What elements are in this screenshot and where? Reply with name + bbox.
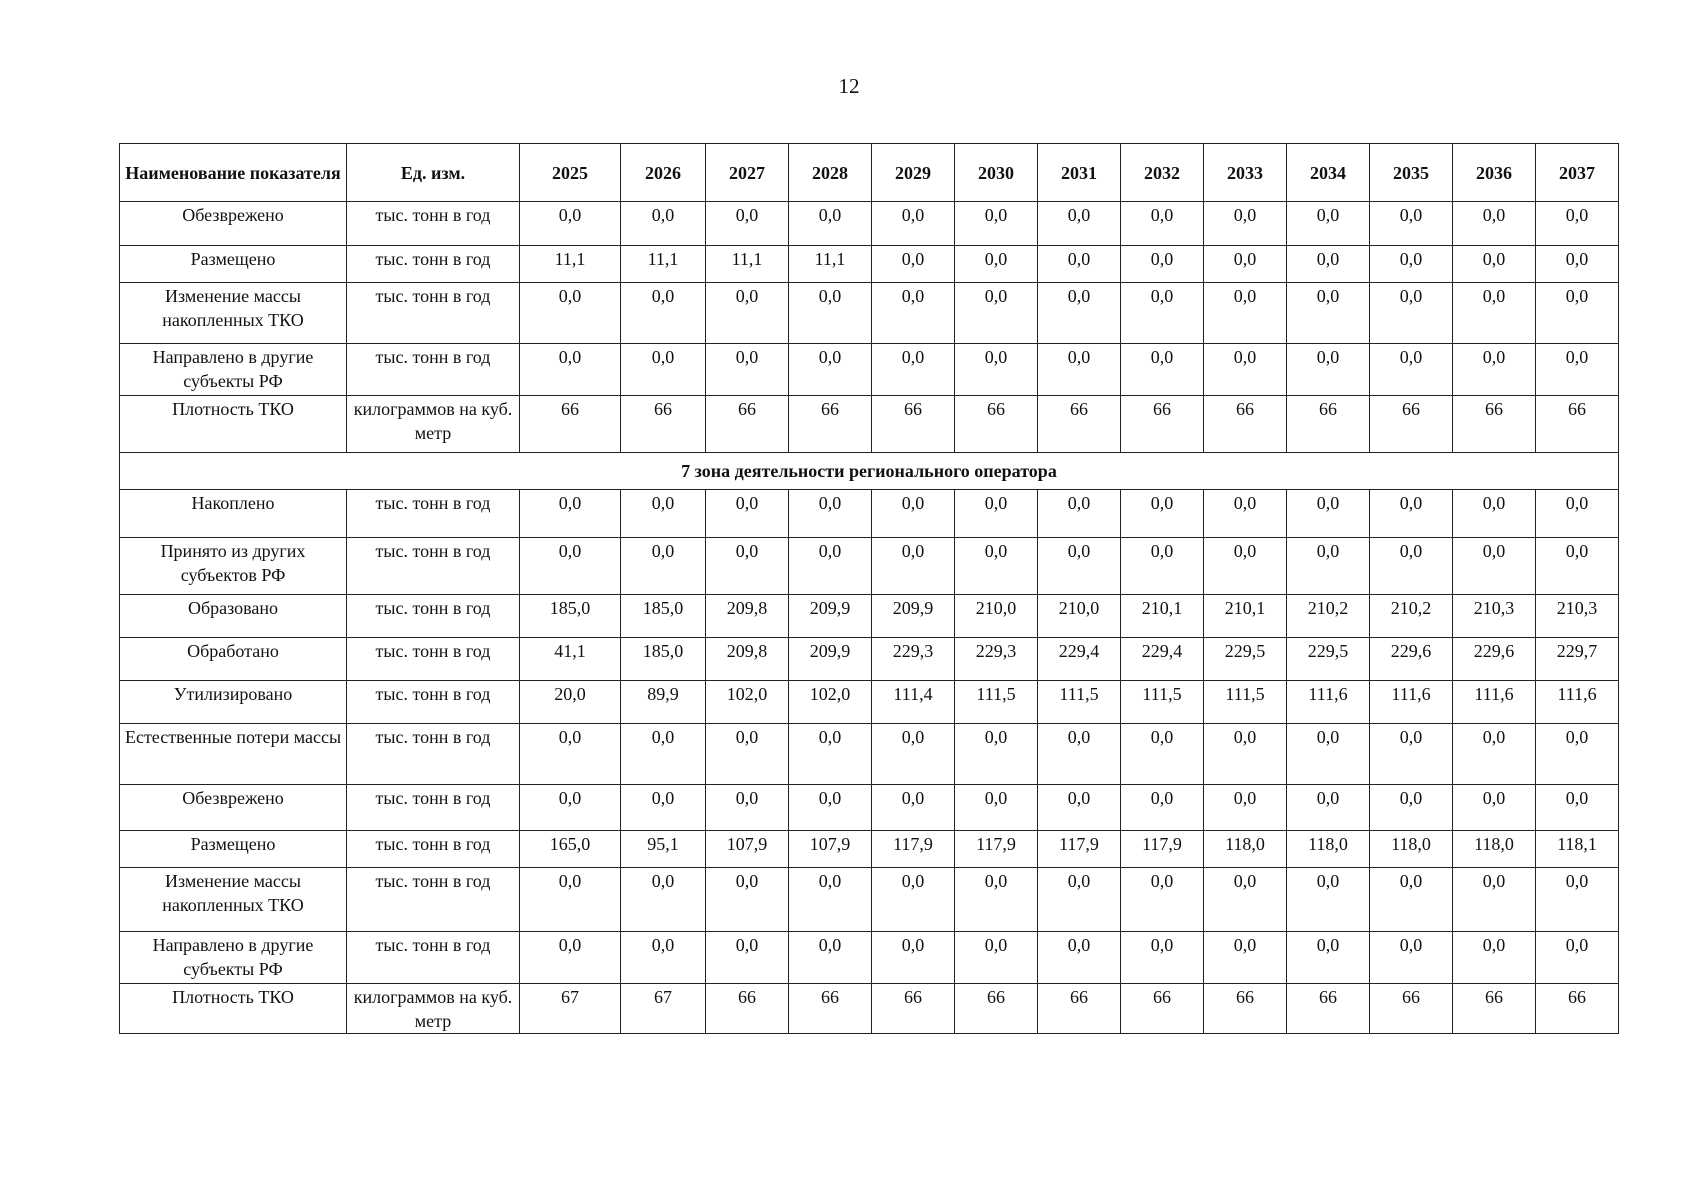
value-cell: 0,0 bbox=[1038, 932, 1121, 984]
value-cell: 0,0 bbox=[1453, 283, 1536, 344]
indicator-name-cell: Естественные потери массы bbox=[120, 724, 347, 785]
value-cell: 111,5 bbox=[1121, 681, 1204, 724]
value-cell: 0,0 bbox=[1204, 246, 1287, 283]
table-row bbox=[120, 538, 1619, 595]
value-cell: 66 bbox=[1204, 984, 1287, 1034]
value-cell: 0,0 bbox=[1287, 932, 1370, 984]
value-cell: 0,0 bbox=[1453, 724, 1536, 785]
value-cell: 0,0 bbox=[1453, 490, 1536, 538]
value-cell: 0,0 bbox=[1038, 868, 1121, 932]
value-cell: 210,1 bbox=[1204, 595, 1287, 638]
value-cell: 0,0 bbox=[872, 538, 955, 595]
value-cell: 95,1 bbox=[621, 831, 706, 868]
header-year-2033: 2033 bbox=[1204, 144, 1287, 202]
value-cell: 66 bbox=[706, 984, 789, 1034]
value-cell: 0,0 bbox=[1370, 344, 1453, 396]
value-cell: 67 bbox=[520, 984, 621, 1034]
value-cell: 229,6 bbox=[1370, 638, 1453, 681]
value-cell: 0,0 bbox=[1453, 202, 1536, 246]
value-cell: 229,3 bbox=[872, 638, 955, 681]
value-cell: 0,0 bbox=[1204, 932, 1287, 984]
value-cell: 67 bbox=[621, 984, 706, 1034]
value-cell: 185,0 bbox=[621, 595, 706, 638]
value-cell: 229,6 bbox=[1453, 638, 1536, 681]
indicator-table bbox=[119, 143, 1619, 1034]
value-cell: 66 bbox=[1287, 396, 1370, 453]
value-cell: 11,1 bbox=[789, 246, 872, 283]
table-row bbox=[120, 246, 1619, 283]
value-cell: 0,0 bbox=[1536, 283, 1619, 344]
value-cell: 0,0 bbox=[1370, 283, 1453, 344]
value-cell: 0,0 bbox=[1370, 785, 1453, 831]
value-cell: 111,6 bbox=[1453, 681, 1536, 724]
value-cell: 111,4 bbox=[872, 681, 955, 724]
value-cell: 0,0 bbox=[1204, 785, 1287, 831]
indicator-name-cell: Накоплено bbox=[120, 490, 347, 538]
value-cell: 165,0 bbox=[520, 831, 621, 868]
value-cell: 0,0 bbox=[1453, 538, 1536, 595]
value-cell: 0,0 bbox=[706, 283, 789, 344]
value-cell: 0,0 bbox=[706, 785, 789, 831]
value-cell: 118,1 bbox=[1536, 831, 1619, 868]
value-cell: 0,0 bbox=[1287, 202, 1370, 246]
value-cell: 0,0 bbox=[1038, 202, 1121, 246]
value-cell: 0,0 bbox=[955, 868, 1038, 932]
value-cell: 0,0 bbox=[955, 490, 1038, 538]
value-cell: 111,6 bbox=[1370, 681, 1453, 724]
value-cell: 66 bbox=[789, 984, 872, 1034]
value-cell: 0,0 bbox=[955, 283, 1038, 344]
value-cell: 0,0 bbox=[706, 538, 789, 595]
value-cell: 0,0 bbox=[789, 724, 872, 785]
header-year-2031: 2031 bbox=[1038, 144, 1121, 202]
indicator-name-cell: Направлено в другие субъекты РФ bbox=[120, 932, 347, 984]
unit-cell: килограммов на куб. метр bbox=[347, 984, 520, 1034]
value-cell: 66 bbox=[1287, 984, 1370, 1034]
value-cell: 0,0 bbox=[789, 538, 872, 595]
value-cell: 0,0 bbox=[1038, 785, 1121, 831]
value-cell: 0,0 bbox=[872, 246, 955, 283]
value-cell: 0,0 bbox=[1536, 785, 1619, 831]
unit-cell: тыс. тонн в год bbox=[347, 638, 520, 681]
value-cell: 0,0 bbox=[520, 490, 621, 538]
indicator-name-cell: Образовано bbox=[120, 595, 347, 638]
value-cell: 0,0 bbox=[1453, 344, 1536, 396]
value-cell: 11,1 bbox=[621, 246, 706, 283]
value-cell: 229,5 bbox=[1287, 638, 1370, 681]
value-cell: 209,9 bbox=[872, 595, 955, 638]
value-cell: 0,0 bbox=[706, 932, 789, 984]
value-cell: 0,0 bbox=[872, 724, 955, 785]
value-cell: 0,0 bbox=[789, 785, 872, 831]
table-row bbox=[120, 831, 1619, 868]
value-cell: 0,0 bbox=[1536, 932, 1619, 984]
indicator-name-cell: Обезврежено bbox=[120, 202, 347, 246]
value-cell: 111,6 bbox=[1536, 681, 1619, 724]
value-cell: 0,0 bbox=[1121, 490, 1204, 538]
value-cell: 0,0 bbox=[1204, 283, 1287, 344]
value-cell: 0,0 bbox=[1204, 868, 1287, 932]
value-cell: 102,0 bbox=[706, 681, 789, 724]
value-cell: 0,0 bbox=[1536, 538, 1619, 595]
table-row bbox=[120, 490, 1619, 538]
value-cell: 41,1 bbox=[520, 638, 621, 681]
value-cell: 0,0 bbox=[1370, 202, 1453, 246]
table-row bbox=[120, 868, 1619, 932]
value-cell: 0,0 bbox=[621, 283, 706, 344]
value-cell: 229,4 bbox=[1038, 638, 1121, 681]
value-cell: 0,0 bbox=[1038, 344, 1121, 396]
value-cell: 66 bbox=[1453, 984, 1536, 1034]
value-cell: 66 bbox=[1536, 396, 1619, 453]
value-cell: 0,0 bbox=[789, 344, 872, 396]
indicator-name-cell: Принято из других субъектов РФ bbox=[120, 538, 347, 595]
header-year-2025: 2025 bbox=[520, 144, 621, 202]
value-cell: 0,0 bbox=[1536, 344, 1619, 396]
value-cell: 107,9 bbox=[706, 831, 789, 868]
table-row bbox=[120, 638, 1619, 681]
unit-cell: тыс. тонн в год bbox=[347, 868, 520, 932]
value-cell: 0,0 bbox=[520, 538, 621, 595]
indicator-name-cell: Плотность ТКО bbox=[120, 984, 347, 1034]
value-cell: 117,9 bbox=[1038, 831, 1121, 868]
value-cell: 0,0 bbox=[520, 344, 621, 396]
value-cell: 0,0 bbox=[520, 202, 621, 246]
value-cell: 210,3 bbox=[1536, 595, 1619, 638]
value-cell: 0,0 bbox=[1121, 202, 1204, 246]
value-cell: 66 bbox=[1121, 396, 1204, 453]
value-cell: 0,0 bbox=[872, 202, 955, 246]
value-cell: 0,0 bbox=[1287, 724, 1370, 785]
header-year-2036: 2036 bbox=[1453, 144, 1536, 202]
indicator-name-cell: Плотность ТКО bbox=[120, 396, 347, 453]
indicator-name-cell: Размещено bbox=[120, 246, 347, 283]
value-cell: 0,0 bbox=[1121, 344, 1204, 396]
value-cell: 0,0 bbox=[872, 785, 955, 831]
unit-cell: тыс. тонн в год bbox=[347, 831, 520, 868]
unit-cell: тыс. тонн в год bbox=[347, 724, 520, 785]
value-cell: 0,0 bbox=[872, 283, 955, 344]
unit-cell: тыс. тонн в год bbox=[347, 490, 520, 538]
value-cell: 210,0 bbox=[955, 595, 1038, 638]
value-cell: 0,0 bbox=[955, 246, 1038, 283]
unit-cell: тыс. тонн в год bbox=[347, 932, 520, 984]
value-cell: 117,9 bbox=[872, 831, 955, 868]
value-cell: 111,6 bbox=[1287, 681, 1370, 724]
value-cell: 66 bbox=[872, 984, 955, 1034]
value-cell: 0,0 bbox=[955, 344, 1038, 396]
value-cell: 118,0 bbox=[1204, 831, 1287, 868]
value-cell: 0,0 bbox=[1453, 932, 1536, 984]
header-year-2030: 2030 bbox=[955, 144, 1038, 202]
header-indicator-name: Наименование показателя bbox=[120, 144, 347, 202]
table-row bbox=[120, 724, 1619, 785]
unit-cell: тыс. тонн в год bbox=[347, 681, 520, 724]
value-cell: 0,0 bbox=[1370, 868, 1453, 932]
value-cell: 0,0 bbox=[1038, 490, 1121, 538]
value-cell: 118,0 bbox=[1453, 831, 1536, 868]
value-cell: 0,0 bbox=[955, 724, 1038, 785]
value-cell: 0,0 bbox=[706, 202, 789, 246]
value-cell: 0,0 bbox=[621, 724, 706, 785]
table-row bbox=[120, 785, 1619, 831]
value-cell: 209,8 bbox=[706, 638, 789, 681]
value-cell: 0,0 bbox=[621, 490, 706, 538]
value-cell: 0,0 bbox=[1536, 868, 1619, 932]
value-cell: 66 bbox=[621, 396, 706, 453]
value-cell: 185,0 bbox=[520, 595, 621, 638]
indicator-name-cell: Обезврежено bbox=[120, 785, 347, 831]
value-cell: 102,0 bbox=[789, 681, 872, 724]
table-row bbox=[120, 595, 1619, 638]
unit-cell: тыс. тонн в год bbox=[347, 246, 520, 283]
value-cell: 0,0 bbox=[1370, 538, 1453, 595]
value-cell: 66 bbox=[1204, 396, 1287, 453]
table-row bbox=[120, 202, 1619, 246]
page-number: 12 bbox=[838, 74, 860, 98]
value-cell: 66 bbox=[872, 396, 955, 453]
unit-cell: тыс. тонн в год bbox=[347, 785, 520, 831]
value-cell: 66 bbox=[955, 984, 1038, 1034]
value-cell: 11,1 bbox=[520, 246, 621, 283]
header-year-2027: 2027 bbox=[706, 144, 789, 202]
value-cell: 66 bbox=[706, 396, 789, 453]
value-cell: 11,1 bbox=[706, 246, 789, 283]
value-cell: 118,0 bbox=[1370, 831, 1453, 868]
value-cell: 0,0 bbox=[621, 868, 706, 932]
table-header-row bbox=[120, 144, 1619, 202]
value-cell: 0,0 bbox=[1038, 538, 1121, 595]
value-cell: 0,0 bbox=[789, 932, 872, 984]
value-cell: 0,0 bbox=[520, 868, 621, 932]
value-cell: 66 bbox=[1038, 396, 1121, 453]
value-cell: 0,0 bbox=[872, 932, 955, 984]
value-cell: 0,0 bbox=[1287, 283, 1370, 344]
value-cell: 0,0 bbox=[1536, 202, 1619, 246]
value-cell: 0,0 bbox=[520, 724, 621, 785]
value-cell: 0,0 bbox=[1287, 868, 1370, 932]
value-cell: 0,0 bbox=[1287, 246, 1370, 283]
header-year-2035: 2035 bbox=[1370, 144, 1453, 202]
value-cell: 210,0 bbox=[1038, 595, 1121, 638]
header-year-2026: 2026 bbox=[621, 144, 706, 202]
value-cell: 209,8 bbox=[706, 595, 789, 638]
value-cell: 0,0 bbox=[1121, 283, 1204, 344]
table-row bbox=[120, 344, 1619, 396]
value-cell: 0,0 bbox=[1204, 538, 1287, 595]
value-cell: 0,0 bbox=[706, 344, 789, 396]
value-cell: 66 bbox=[1370, 984, 1453, 1034]
value-cell: 0,0 bbox=[955, 538, 1038, 595]
value-cell: 0,0 bbox=[706, 724, 789, 785]
value-cell: 0,0 bbox=[1121, 724, 1204, 785]
value-cell: 66 bbox=[1121, 984, 1204, 1034]
value-cell: 0,0 bbox=[1204, 724, 1287, 785]
value-cell: 0,0 bbox=[621, 344, 706, 396]
header-year-2037: 2037 bbox=[1536, 144, 1619, 202]
value-cell: 66 bbox=[955, 396, 1038, 453]
value-cell: 0,0 bbox=[872, 490, 955, 538]
value-cell: 0,0 bbox=[1204, 344, 1287, 396]
value-cell: 111,5 bbox=[1038, 681, 1121, 724]
unit-cell: килограммов на куб. метр bbox=[347, 396, 520, 453]
value-cell: 185,0 bbox=[621, 638, 706, 681]
header-year-2032: 2032 bbox=[1121, 144, 1204, 202]
section-title: 7 зона деятельности регионального оператора bbox=[120, 453, 1619, 490]
value-cell: 0,0 bbox=[621, 202, 706, 246]
value-cell: 0,0 bbox=[621, 538, 706, 595]
value-cell: 66 bbox=[1370, 396, 1453, 453]
value-cell: 229,4 bbox=[1121, 638, 1204, 681]
value-cell: 117,9 bbox=[955, 831, 1038, 868]
value-cell: 89,9 bbox=[621, 681, 706, 724]
value-cell: 210,2 bbox=[1287, 595, 1370, 638]
table-row bbox=[120, 283, 1619, 344]
value-cell: 210,2 bbox=[1370, 595, 1453, 638]
value-cell: 209,9 bbox=[789, 638, 872, 681]
value-cell: 0,0 bbox=[1453, 868, 1536, 932]
value-cell: 66 bbox=[1536, 984, 1619, 1034]
section-row bbox=[120, 453, 1619, 490]
value-cell: 0,0 bbox=[706, 868, 789, 932]
indicator-name-cell: Утилизировано bbox=[120, 681, 347, 724]
value-cell: 0,0 bbox=[789, 202, 872, 246]
value-cell: 0,0 bbox=[520, 785, 621, 831]
unit-cell: тыс. тонн в год bbox=[347, 595, 520, 638]
indicator-name-cell: Изменение массы накопленных ТКО bbox=[120, 283, 347, 344]
table-row bbox=[120, 932, 1619, 984]
value-cell: 0,0 bbox=[621, 785, 706, 831]
indicator-name-cell: Направлено в другие субъекты РФ bbox=[120, 344, 347, 396]
unit-cell: тыс. тонн в год bbox=[347, 202, 520, 246]
value-cell: 0,0 bbox=[1370, 724, 1453, 785]
value-cell: 0,0 bbox=[1370, 246, 1453, 283]
value-cell: 0,0 bbox=[1287, 785, 1370, 831]
unit-cell: тыс. тонн в год bbox=[347, 344, 520, 396]
unit-cell: тыс. тонн в год bbox=[347, 538, 520, 595]
value-cell: 0,0 bbox=[789, 868, 872, 932]
value-cell: 111,5 bbox=[955, 681, 1038, 724]
value-cell: 66 bbox=[520, 396, 621, 453]
table-row bbox=[120, 984, 1619, 1034]
value-cell: 0,0 bbox=[1121, 538, 1204, 595]
value-cell: 107,9 bbox=[789, 831, 872, 868]
table-row bbox=[120, 396, 1619, 453]
value-cell: 0,0 bbox=[1453, 246, 1536, 283]
indicator-name-cell: Размещено bbox=[120, 831, 347, 868]
value-cell: 0,0 bbox=[789, 283, 872, 344]
value-cell: 0,0 bbox=[1287, 490, 1370, 538]
value-cell: 0,0 bbox=[1204, 202, 1287, 246]
value-cell: 0,0 bbox=[1287, 344, 1370, 396]
indicator-name-cell: Изменение массы накопленных ТКО bbox=[120, 868, 347, 932]
value-cell: 0,0 bbox=[1038, 246, 1121, 283]
value-cell: 0,0 bbox=[872, 344, 955, 396]
value-cell: 210,3 bbox=[1453, 595, 1536, 638]
value-cell: 118,0 bbox=[1287, 831, 1370, 868]
value-cell: 111,5 bbox=[1204, 681, 1287, 724]
value-cell: 0,0 bbox=[1536, 724, 1619, 785]
value-cell: 0,0 bbox=[520, 283, 621, 344]
value-cell: 0,0 bbox=[1536, 490, 1619, 538]
value-cell: 0,0 bbox=[1121, 246, 1204, 283]
header-unit: Ед. изм. bbox=[347, 144, 520, 202]
value-cell: 209,9 bbox=[789, 595, 872, 638]
value-cell: 20,0 bbox=[520, 681, 621, 724]
value-cell: 0,0 bbox=[955, 785, 1038, 831]
value-cell: 0,0 bbox=[1121, 785, 1204, 831]
header-year-2034: 2034 bbox=[1287, 144, 1370, 202]
value-cell: 0,0 bbox=[872, 868, 955, 932]
value-cell: 0,0 bbox=[1121, 932, 1204, 984]
value-cell: 0,0 bbox=[1204, 490, 1287, 538]
value-cell: 117,9 bbox=[1121, 831, 1204, 868]
value-cell: 229,7 bbox=[1536, 638, 1619, 681]
value-cell: 210,1 bbox=[1121, 595, 1204, 638]
indicator-name-cell: Обработано bbox=[120, 638, 347, 681]
unit-cell: тыс. тонн в год bbox=[347, 283, 520, 344]
header-year-2029: 2029 bbox=[872, 144, 955, 202]
value-cell: 229,3 bbox=[955, 638, 1038, 681]
value-cell: 0,0 bbox=[1038, 724, 1121, 785]
value-cell: 0,0 bbox=[1370, 932, 1453, 984]
value-cell: 66 bbox=[789, 396, 872, 453]
value-cell: 0,0 bbox=[1536, 246, 1619, 283]
header-year-2028: 2028 bbox=[789, 144, 872, 202]
value-cell: 0,0 bbox=[1453, 785, 1536, 831]
value-cell: 0,0 bbox=[789, 490, 872, 538]
value-cell: 0,0 bbox=[621, 932, 706, 984]
table-row bbox=[120, 681, 1619, 724]
value-cell: 0,0 bbox=[1370, 490, 1453, 538]
value-cell: 66 bbox=[1038, 984, 1121, 1034]
value-cell: 0,0 bbox=[520, 932, 621, 984]
value-cell: 229,5 bbox=[1204, 638, 1287, 681]
value-cell: 0,0 bbox=[706, 490, 789, 538]
value-cell: 0,0 bbox=[955, 932, 1038, 984]
value-cell: 0,0 bbox=[1038, 283, 1121, 344]
value-cell: 66 bbox=[1453, 396, 1536, 453]
value-cell: 0,0 bbox=[1287, 538, 1370, 595]
value-cell: 0,0 bbox=[955, 202, 1038, 246]
table-body bbox=[120, 202, 1619, 1034]
value-cell: 0,0 bbox=[1121, 868, 1204, 932]
